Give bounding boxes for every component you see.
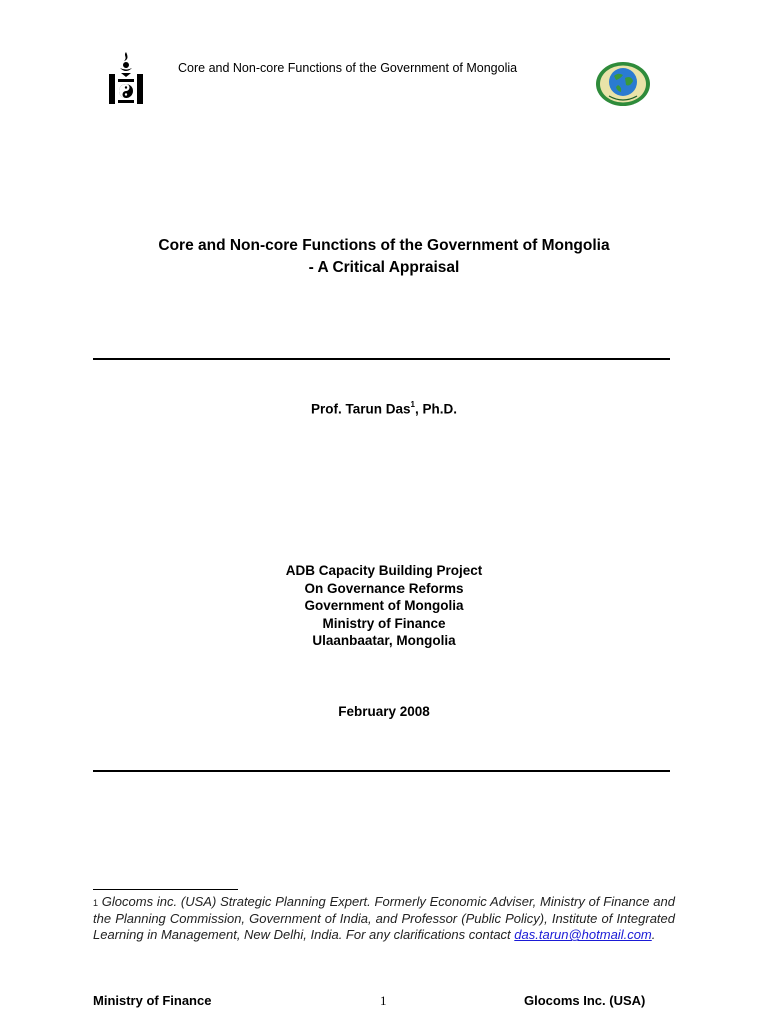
footer-left: Ministry of Finance xyxy=(93,993,212,1008)
project-block xyxy=(0,562,768,650)
author-suffix: , Ph.D. xyxy=(414,401,457,417)
separator-rule-top xyxy=(93,358,670,360)
footnote-email-link[interactable]: das.tarun@hotmail.com xyxy=(514,927,652,943)
title-line-1: Core and Non-core Functions of the Government of Mongolia xyxy=(158,237,610,254)
separator-rule-bottom xyxy=(93,770,670,772)
footnote xyxy=(93,894,675,944)
author-footnote-mark[interactable]: 1 xyxy=(410,400,415,409)
header-title: Core and Non-core Functions of the Government of Mongolia xyxy=(178,61,518,75)
footnote-text: Glocoms inc. (USA) Strategic Planning Expert. Formerly Economic Adviser, Ministry of Finance and the Planning Commission, Government of India, and Professor (Public Policy), Institute of Integrated Learning in Management, New Delhi, India. For any clarifications contact xyxy=(93,894,675,943)
author-line xyxy=(0,401,768,417)
publication-date: February 2008 xyxy=(338,704,430,719)
project-line: Ministry of Finance xyxy=(322,615,446,631)
footer-right: Glocoms Inc. (USA) xyxy=(524,993,646,1008)
footnote-mark: 1 xyxy=(93,898,99,908)
project-line: Ulaanbaatar, Mongolia xyxy=(312,633,456,649)
title-line-2: - A Critical Appraisal xyxy=(308,259,460,276)
soyombo-emblem-icon xyxy=(107,50,145,106)
project-line: ADB Capacity Building Project xyxy=(285,563,483,578)
footnote-separator xyxy=(93,889,238,890)
glocoms-globe-icon xyxy=(594,60,652,108)
author-name: Prof. Tarun Das xyxy=(311,401,411,417)
page-number: 1 xyxy=(380,993,387,1008)
footnote-end: . xyxy=(651,927,656,943)
project-line: Government of Mongolia xyxy=(304,598,464,614)
project-line: On Governance Reforms xyxy=(304,580,464,596)
document-title xyxy=(0,235,768,279)
